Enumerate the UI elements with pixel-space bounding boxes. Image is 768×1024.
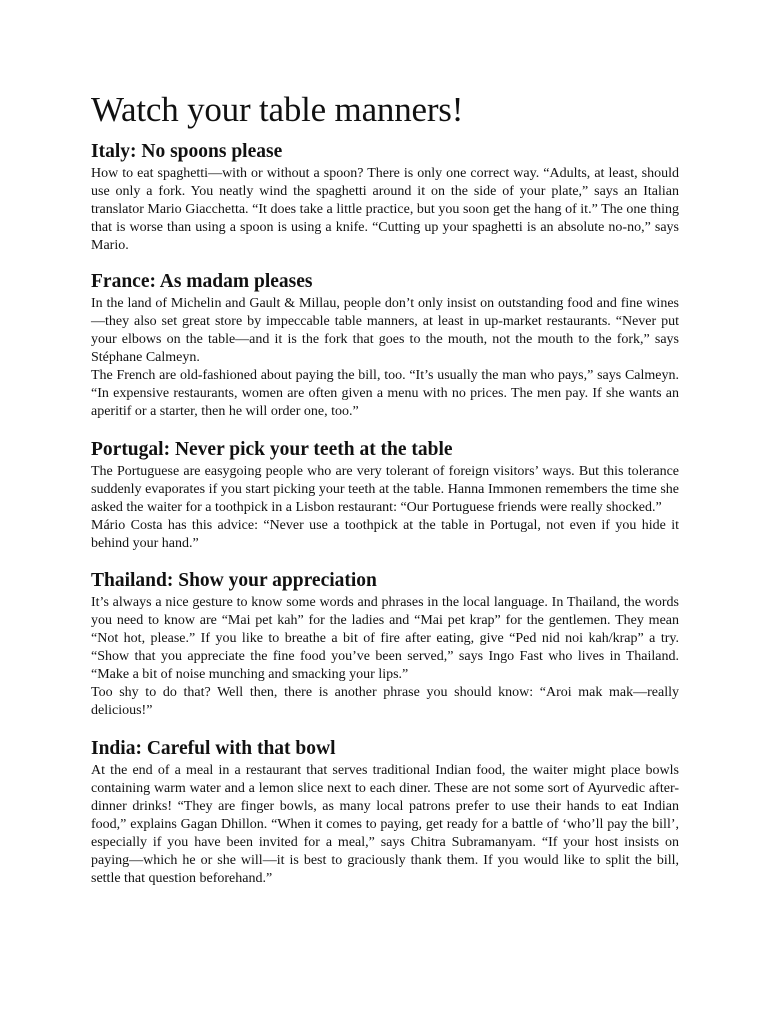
section-thailand xyxy=(91,568,679,720)
paragraph: In the land of Michelin and Gault & Millau, people don’t only insist on outstanding food and fine wines—they also set great store by impeccable table manners, at least in up-market restaurants. “Never put your elbows on the table—and it is the fork that goes to the mouth, not the mouth to the fork,” says Stéphane Calmeyn. xyxy=(91,296,679,365)
section-heading: Thailand: Show your appreciation xyxy=(91,570,377,591)
paragraph: Mário Costa has this advice: “Never use a toothpick at the table in Portugal, not even if you hide it behind your hand.” xyxy=(91,518,679,551)
section-portugal xyxy=(91,437,679,553)
section-heading: Italy: No spoons please xyxy=(91,141,283,162)
section-france xyxy=(91,269,679,421)
paragraph: It’s always a nice gesture to know some words and phrases in the local language. In Thailand, the words you need to know are “Mai pet kah” for the ladies and “Mai pet krap” for the gentlemen. They mean “Not hot, please.” If you like to breathe a bit of fire after eating, give “Ped nid noi kah/krap” a try. “Show that you appreciate the fine food you’ve been served,” says Ingo Fast who lives in Thailand. “Make a bit of noise munching and smacking your lips.” xyxy=(91,595,679,682)
page-title: Watch your table manners! xyxy=(91,90,464,129)
section-heading: Portugal: Never pick your teeth at the table xyxy=(91,439,453,460)
section-heading: India: Careful with that bowl xyxy=(91,738,336,759)
section-italy xyxy=(91,139,679,255)
paragraph: Too shy to do that? Well then, there is another phrase you should know: “Aroi mak mak—really delicious!” xyxy=(91,685,679,718)
section-heading: France: As madam pleases xyxy=(91,271,313,292)
document-page xyxy=(91,88,679,888)
paragraph: At the end of a meal in a restaurant that serves traditional Indian food, the waiter might place bowls containing warm water and a lemon slice next to each diner. These are not some sort of Ayurvedic after-dinner drinks! “They are finger bowls, as many local patrons prefer to use their hands to eat Indian food,” explains Gagan Dhillon. “When it comes to paying, get ready for a battle of ‘who’ll pay the bill’, especially if you have been invited for a meal,” says Chitra Subramanyam. “If your host insists on paying—which he or she will—it is best to graciously thank them. If you would like to split the bill, settle that question beforehand.” xyxy=(91,763,679,886)
section-india xyxy=(91,736,679,888)
paragraph: The French are old-fashioned about paying the bill, too. “It’s usually the man who pays,” says Calmeyn. “In expensive restaurants, women are often given a menu with no prices. The men pay. If she wants an aperitif or a starter, then he will order one, too.” xyxy=(91,368,679,419)
paragraph: The Portuguese are easygoing people who are very tolerant of foreign visitors’ ways. But this tolerance suddenly evaporates if you start picking your teeth at the table. Hanna Immonen remembers the time she asked the waiter for a toothpick in a Lisbon restaurant: “Our Portuguese friends were really shocked.” xyxy=(91,464,679,515)
paragraph: How to eat spaghetti—with or without a spoon? There is only one correct way. “Adults, at least, should use only a fork. You neatly wind the spaghetti around it on the side of your plate,” says an Italian translator Mario Giacchetta. “It does take a little practice, but you soon get the hang of it.” The one thing that is worse than using a spoon is using a knife. “Cutting up your spaghetti is an absolute no-no,” says Mario. xyxy=(91,166,679,253)
